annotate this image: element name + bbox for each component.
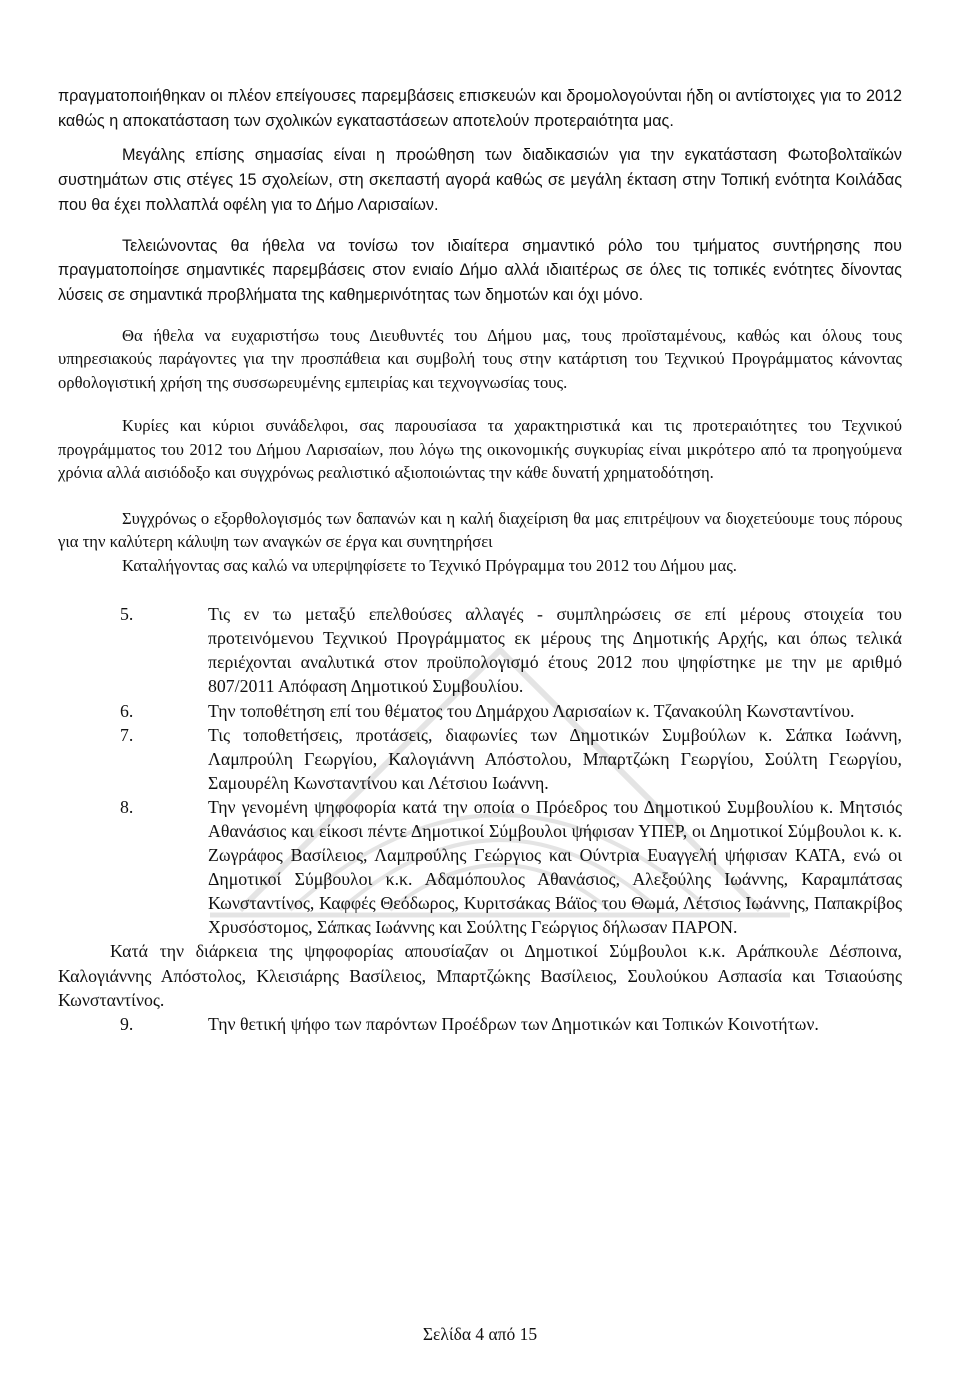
decision-list xyxy=(58,602,902,1036)
list-item xyxy=(58,602,902,698)
list-item xyxy=(58,723,902,795)
paragraph: Μεγάλης επίσης σημασίας είναι η προώθηση των διαδικασιών για την εγκατάσταση Φωτοβολταϊκών συστημάτων στις στέγες 15 σχολείων, στη σκεπαστή αγορά καθώς σε μεγάλη έκταση στην Τοπική ενότητα Κοιλάδας που θα έχει πολλαπλά οφέλη για το Δήμο Λαρισαίων. xyxy=(58,146,902,214)
list-item-text: Τις εν τω μεταξύ επελθούσες αλλαγές - συμπληρώσεις σε επί μέρους στοιχεία του προτεινόμενου Τεχνικού Προγράμματος εκ μέρους της Δημοτικής Αρχής, και όπως τελικά περιέχονται αναλυτικά στον προϋπολογισμό έτους 2012 που ψηφίστηκε με την με αριθμό 807/2011 Απόφαση Δημοτικού Συμβουλίου. xyxy=(208,604,902,697)
list-item-text: Την θετική ψήφο των παρόντων Προέδρων των Δημοτικών και Τοπικών Κοινοτήτων. xyxy=(208,1013,819,1034)
list-item-text: Την τοποθέτηση επί του θέματος του Δημάρχου Λαρισαίων κ. Τζανακούλη Κωνσταντίνου. xyxy=(208,700,855,721)
document-body xyxy=(58,84,902,1036)
paragraph: Θα ήθελα να ευχαριστήσω τους Διευθυντές του Δήμου μας, τους προϊσταμένους, καθώς και όλους τους υπηρεσιακούς παράγοντες για την προσπάθεια και συμβολή τους στην κατάρτιση του Τεχνικού Προγράμματος κάνοντας ορθολογιστική χρήση της συσσωρευμένης εμπειρίας και τεχνογνωσίας τους. xyxy=(58,325,902,392)
paragraph: Καταλήγοντας σας καλώ να υπερψηφίσετε το Τεχνικό Πρόγραμμα του 2012 του Δήμου μας. xyxy=(122,555,737,575)
list-item-number: 6. xyxy=(120,700,134,721)
list-item-text: Την γενομένη ψηφοφορία κατά την οποία ο Πρόεδρος του Δημοτικού Συμβουλίου κ. Μητσιός Αθανάσιος και είκοσι πέντε Δημοτικοί Σύμβουλοι ψήφισαν ΥΠΕΡ, οι Δημοτικοί Σύμβουλοι κ. κ. Ζωγράφος Βασίλειος, Λαμπρούλης Γεώργιος και Ούντρια Ευαγγελή ψήφισαν ΚΑΤΑ, ενώ οι Δημοτικοί Σύμβουλοι κ.κ. Αδαμόπουλος Αθανάσιος, Αλεξούλης Ιωάννης, Καραμπάτσας Κωνσταντίνος, Καφφές Θεόδωρος, Κυριτσάκας Βάϊος του Θωμά, Λέτσιος Ιωάννης, Παπακρίβος Χρυσόστομος, Σάπκας Ιωάννης και Σούλτης Γεώργιος δήλωσαν ΠΑΡΟΝ. xyxy=(208,796,902,938)
page-number: Σελίδα 4 από 15 xyxy=(422,1324,538,1344)
paragraph: Συγχρόνως ο εξορθολογισμός των δαπανών και η καλή διαχείριση θα μας επιτρέψουν να διοχετεύουμε τους πόρους για την καλύτερη κάλυψη των αναγκών σε έργα και συνητηρήσει xyxy=(58,508,902,552)
paragraph: Τελειώνοντας θα ήθελα να τονίσω τον ιδιαίτερα σημαντικό ρόλο του τμήματος συντήρησης που πραγματοποίησε σημαντικές παρεμβάσεις στον ενιαίο Δήμο αλλά ιδιαιτέρως σε όλες τις τοπικές ενότητες δίνοντας λύσεις σε σημαντικά προβλήματα της καθημερινότητας των δημοτών και όχι μόνο. xyxy=(58,236,902,304)
paragraph: Κυρίες και κύριοι συνάδελφοι, σας παρουσίασα τα χαρακτηριστικά και τις προτεραιότητες του Τεχνικού προγράμματος του 2012 του Δήμου Λαρισαίων, που λόγω της οικονομικής συγκυρίας είναι μικρότερο από τα προηγούμενα χρόνια αλλά αισιόδοξο και συγχρόνως ρεαλιστικό αξιοποιώντας την κάθε δυνατή χρηματοδότηση. xyxy=(58,416,902,483)
list-item-number: 5. xyxy=(120,604,134,625)
paragraph: πραγματοποιήθηκαν οι πλέον επείγουσες παρεμβάσεις επισκευών και δρομολογούνται ήδη οι αντίστοιχες για το 2012 καθώς η αποκατάσταση των σχολικών εγκαταστάσεων αποτελούν προτεραιότητα μας. xyxy=(58,87,902,130)
list-item xyxy=(58,699,902,723)
list-item-text: Τις τοποθετήσεις, προτάσεις, διαφωνίες των Δημοτικών Συμβούλων κ. Σάπκα Ιωάννη, Λαμπρούλη Γεωργίου, Καλογιάννη Απόστολου, Μπαρτζώκη Γεωργίου, Σούλτη Γεωργίου, Σαμουρέλη Κωνσταντίνου και Λέτσιου Ιωάννη. xyxy=(208,724,902,793)
list-item xyxy=(58,1012,902,1036)
list-item-number: 9. xyxy=(120,1013,134,1034)
list-item xyxy=(58,795,902,940)
list-item-number: 8. xyxy=(120,796,134,817)
absence-note: Κατά την διάρκεια της ψηφοφορίας απουσίαζαν οι Δημοτικοί Σύμβουλοι κ.κ. Αράπκουλε Δέσποινα, Καλογιάννης Απόστολος, Κλεισιάρης Βασίλειος, Μπαρτζώκης Βασίλειος, Σουλούκου Ασπασία και Τσιαούσης Κωνσταντίνος. xyxy=(58,941,902,1010)
list-item-number: 7. xyxy=(120,724,134,745)
